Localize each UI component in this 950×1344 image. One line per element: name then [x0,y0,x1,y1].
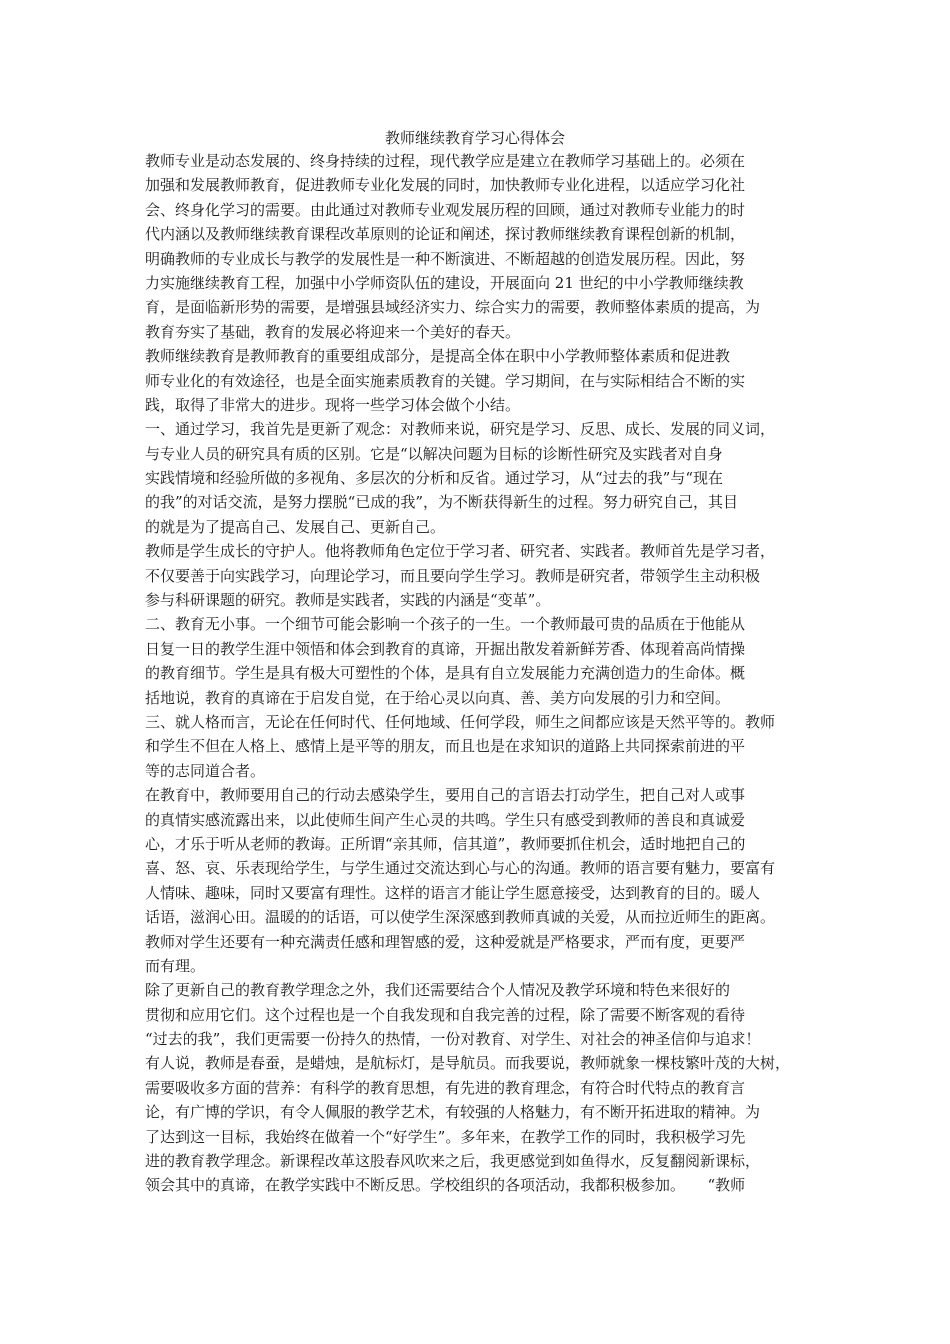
text-line: 括地说，教育的真谛在于启发自觉，在于给心灵以向真、善、美方向发展的引力和空间。 [145,688,731,707]
text-line: 贯彻和应用它们。这个过程也是一个自我发现和自我完善的过程，除了需要不断客观的看待 [145,1005,746,1024]
text-line: 而有理。 [145,956,206,975]
text-line: 喜、怒、哀、乐表现给学生，与学生通过交流达到心与心的沟通。教师的语言要有魅力，要富有 [145,859,776,878]
text-line: 心，才乐于听从老师的教诲。正所谓“亲其师，信其道”，教师要抓住机会，适时地把自己的 [145,834,746,853]
text-line: 不仅要善于向实践学习，向理论学习，而且要向学生学习。教师是研究者，带领学生主动积极 [145,566,761,585]
text-line: 三、就人格而言，无论在任何时代、任何地域、任何学段，师生之间都应该是天然平等的。教师 [145,712,776,731]
text-line: 参与科研课题的研究。教师是实践者，实践的内涵是“变革”。 [145,591,551,610]
text-line: 会、终身化学习的需要。由此通过对教师专业观发展历程的回顾，通过对教师专业能力的时 [145,200,746,219]
text-line: 实践情境和经验所做的多视角、多层次的分析和反省。通过学习，从“过去的我”与“现在 [145,469,724,488]
document-title: 教师继续教育学习心得体会 [384,129,565,147]
text-line: 力实施继续教育工程，加强中小学师资队伍的建设，开展面向 21 世纪的中小学教师继续教 [145,273,744,292]
text-line: 进的教育教学理念。新课程改革这股春风吹来之后，我更感觉到如鱼得水，反复翻阅新课标， [145,1152,761,1171]
text-line: “过去的我”，我们更需要一份持久的热情，一份对教育、对学生、对社会的神圣信仰与追求！ [145,1030,761,1049]
text-line: 的教育细节。学生是具有极大可塑性的个体，是具有自立发展能力充满创造力的生命体。概 [145,664,746,683]
text-line: 有人说，教师是春蚕，是蜡烛，是航标灯，是导航员。而我要说，教师就象一棵枝繁叶茂的大树， [145,1054,791,1073]
text-line: 教育夯实了基础，教育的发展必将迎来一个美好的春天。 [145,322,521,341]
text-line: 除了更新自己的教育教学理念之外，我们还需要结合个人情况及教学环境和特色来很好的 [145,981,731,1000]
text-line: 领会其中的真谛，在教学实践中不断反思。学校组织的各项活动，我都积极参加。 “教师 [145,1176,746,1195]
text-line: 加强和发展教师教育，促进教师专业化发展的同时，加快教师专业化进程，以适应学习化社 [145,176,746,195]
text-line: 代内涵以及教师继续教育课程改革原则的论证和阐述，探讨教师继续教育课程创新的机制， [145,225,746,244]
text-line: 教师继续教育是教师教育的重要组成部分，是提高全体在职中小学教师整体素质和促进教 [145,347,731,366]
text-line: 教师对学生还要有一种充满责任感和理智感的爱，这种爱就是严格要求，严而有度，更要严 [145,932,746,951]
text-line: 教师是学生成长的守护人。他将教师角色定位于学习者、研究者、实践者。教师首先是学习者， [145,542,776,561]
document-body [145,149,810,1198]
text-line: 了达到这一目标，我始终在做着一个“好学生”。多年来，在教学工作的同时，我积极学习先 [145,1127,746,1146]
text-line: 的我”的对话交流，是努力摆脱“已成的我”，为不断获得新生的过程。努力研究自己，其目 [145,493,739,512]
text-line: 践，取得了非常大的进步。现将一些学习体会做个小结。 [145,395,521,414]
text-line: 需要吸收多方面的营养：有科学的教育思想，有先进的教育理念，有符合时代特点的教育言 [145,1078,746,1097]
text-line: 人情味、趣味，同时又要富有理性。这样的语言才能让学生愿意接受，达到教育的目的。暖人 [145,883,761,902]
text-line: 明确教师的专业成长与教学的发展性是一种不断演进、不断超越的创造发展历程。因此，努 [145,249,746,268]
text-line: 在教育中，教师要用自己的行动去感染学生，要用自己的言语去打动学生，把自己对人或事 [145,786,746,805]
text-line: 论，有广博的学识，有令人佩服的教学艺术，有较强的人格魅力，有不断开拓进取的精神。为 [145,1103,761,1122]
text-line: 日复一日的教学生涯中领悟和体会到教育的真谛，开掘出散发着新鲜芳香、体现着高尚情操 [145,639,746,658]
text-line: 育，是面临新形势的需要，是增强县域经济实力、综合实力的需要，教师整体素质的提高，为 [145,298,761,317]
text-line: 话语，滋润心田。温暖的的话语，可以使学生深深感到教师真诚的关爱，从而拉近师生的距离。 [145,908,776,927]
text-line: 等的志同道合者。 [145,761,266,780]
text-line: 师专业化的有效途径，也是全面实施素质教育的关键。学习期间，在与实际相结合不断的实 [145,371,746,390]
text-line: 二、教育无小事。一个细节可能会影响一个孩子的一生。一个教师最可贵的品质在于他能从 [145,615,746,634]
text-line: 和学生不但在人格上、感情上是平等的朋友，而且也是在求知识的道路上共同探索前进的平 [145,737,746,756]
text-line: 的真情实感流露出来，以此使师生间产生心灵的共鸣。学生只有感受到教师的善良和真诚爱 [145,810,746,829]
text-line: 教师专业是动态发展的、终身持续的过程，现代教学应是建立在教师学习基础上的。必须在 [145,152,746,170]
text-line: 与专业人员的研究具有质的区别。它是“以解决问题为目标的诊断性研究及实践者对自身 [145,444,723,463]
text-line: 的就是为了提高自己、发展自己、更新自己。 [145,517,446,536]
text-line: 一、通过学习，我首先是更新了观念：对教师来说，研究是学习、反思、成长、发展的同义词， [145,420,776,439]
